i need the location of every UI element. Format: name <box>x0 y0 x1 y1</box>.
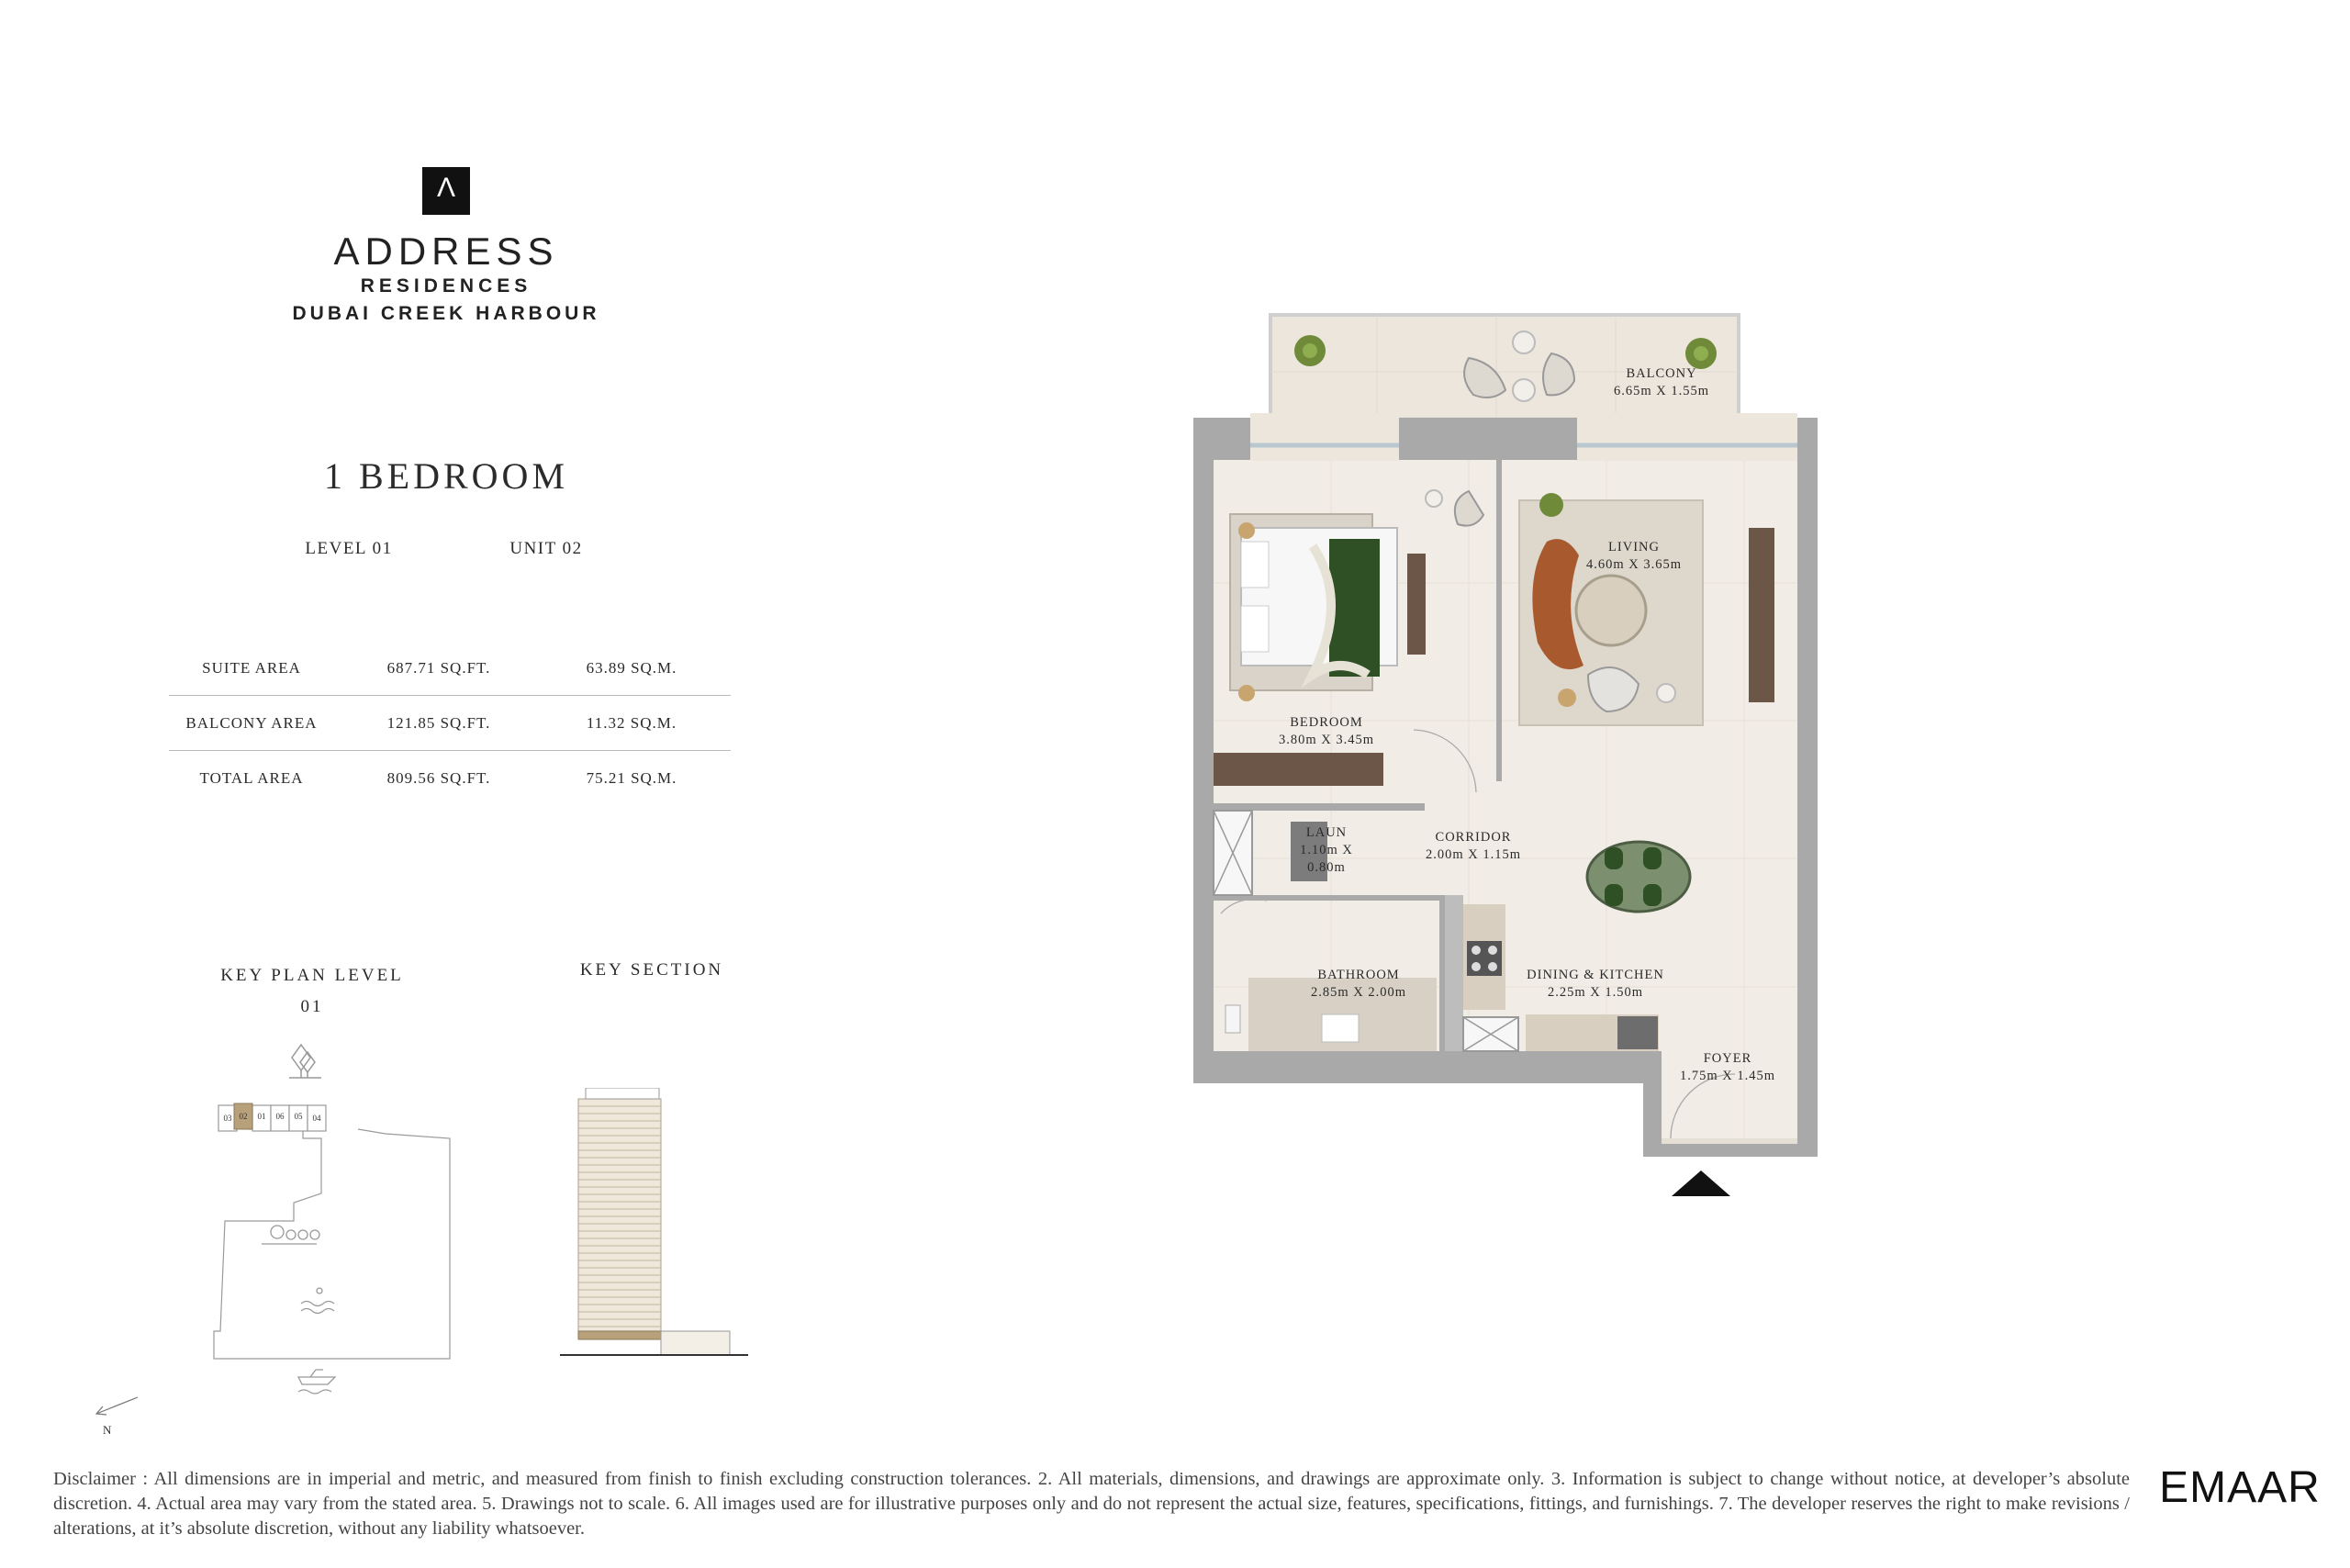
pillow <box>1241 542 1269 588</box>
highlighted-level-01 <box>578 1331 661 1339</box>
area-label: BALCONY AREA <box>185 714 318 732</box>
tower-floors <box>578 1099 661 1331</box>
toilet <box>1322 1014 1359 1042</box>
area-sqm: 75.21 SQ.M. <box>586 769 677 787</box>
north-arrow-icon <box>96 1397 138 1415</box>
plant-icon-center <box>1303 343 1317 358</box>
pillow <box>1241 606 1269 652</box>
podium <box>661 1331 730 1355</box>
wall-column <box>1476 418 1577 460</box>
lamp-icon <box>1558 689 1576 707</box>
bathroom-dims: 2.85m X 2.00m <box>1310 985 1407 1000</box>
unit-06: 06 <box>275 1112 285 1121</box>
bedroom-dims: 3.80m X 3.45m <box>1278 733 1375 747</box>
area-table <box>169 641 731 805</box>
window-living <box>1577 413 1797 461</box>
emaar-logo: EMAAR <box>2159 1463 2321 1512</box>
kitchen-label: DINING & KITCHEN <box>1527 968 1664 982</box>
plant-icon <box>1539 493 1563 517</box>
living-tv-unit <box>1749 528 1774 702</box>
key-plan-outline <box>214 1105 450 1359</box>
foyer-label: FOYER <box>1703 1051 1752 1066</box>
balcony-label: BALCONY <box>1626 366 1697 381</box>
living-label: LIVING <box>1608 540 1660 554</box>
brand-name: ADDRESS <box>333 230 559 273</box>
wardrobe <box>1214 753 1383 786</box>
side-table <box>1657 684 1675 702</box>
area-row-suite <box>169 641 731 696</box>
area-sqm: 11.32 SQ.M. <box>586 714 677 732</box>
dining-chair <box>1643 847 1662 869</box>
address-logo-mark <box>422 167 470 215</box>
wall-bathroom-side <box>1439 895 1445 1051</box>
bathroom-fixture <box>1225 1005 1240 1033</box>
wall-laundry-top <box>1214 803 1425 811</box>
laundry-dims-2: 0.80m <box>1307 860 1346 875</box>
area-sqft: 121.85 SQ.FT. <box>386 714 491 732</box>
unit-01: 01 <box>257 1112 266 1121</box>
key-plan-diagram <box>83 1028 468 1441</box>
tree-icon <box>289 1045 321 1078</box>
burner <box>1488 946 1497 955</box>
dining-table <box>1587 842 1690 912</box>
bathroom-label: BATHROOM <box>1317 968 1400 982</box>
unit-type-title: 1 BEDROOM <box>323 455 569 497</box>
key-section-title: KEY SECTION <box>579 960 724 980</box>
key-section-diagram <box>551 1088 762 1363</box>
plant-icon-center <box>1694 346 1708 361</box>
unit-05: 05 <box>294 1112 303 1121</box>
bedroom-tv-unit <box>1407 554 1426 655</box>
foyer-dims: 1.75m X 1.45m <box>1679 1069 1776 1083</box>
laundry-dims-1: 1.10m X <box>1300 843 1353 857</box>
brand-location: DUBAI CREEK HARBOUR <box>292 303 600 324</box>
tower-roof <box>586 1088 659 1099</box>
key-plan-heading: KEY PLAN LEVEL <box>220 966 404 985</box>
corridor-label: CORRIDOR <box>1435 830 1512 845</box>
side-table <box>1426 490 1442 507</box>
unit-number-label: UNIT 02 <box>509 539 583 558</box>
wall-bedroom-living <box>1496 460 1502 781</box>
unit-03: 03 <box>223 1114 232 1123</box>
burner <box>1472 962 1481 971</box>
unit-04: 04 <box>312 1114 321 1123</box>
unit-02: 02 <box>239 1112 248 1121</box>
area-sqft: 687.71 SQ.FT. <box>386 659 491 677</box>
balcony-dims: 6.65m X 1.55m <box>1613 384 1710 398</box>
burner <box>1472 946 1481 955</box>
kitchen-dims: 2.25m X 1.50m <box>1547 985 1644 1000</box>
living-dims: 4.60m X 3.65m <box>1585 557 1683 572</box>
entrance-arrow-icon <box>1672 1170 1730 1196</box>
disclaimer-text: Disclaimer : All dimensions are in imperial and metric, and measured from finish to finish excluding construction tolerances. 2. All materials, dimensions, and drawings are approximate only. 3. Information is subject to change without notice, at developer’s absolute discretion. 4. Actual area may vary from the stated area. 5. Drawings not to scale. 6. All images used are for illustrative purposes only and do not represent the actual size, features, specifications, fittings, and furnishings. 7. The developer reserves the right to make revisions / alterations, at it’s absolute discretion, without any liability whatsoever. <box>53 1469 2130 1539</box>
floor-plan <box>1193 308 1854 1207</box>
coffee-table <box>1576 576 1646 645</box>
brand-subtitle: RESIDENCES <box>360 275 532 297</box>
area-row-balcony <box>169 696 731 751</box>
window-bedroom <box>1250 413 1399 461</box>
area-row-total <box>169 751 731 805</box>
corridor-dims: 2.00m X 1.15m <box>1425 847 1522 862</box>
cooktop-icon <box>1467 941 1502 976</box>
entry-threshold <box>1662 1138 1797 1144</box>
area-sqm: 63.89 SQ.M. <box>586 659 677 677</box>
dining-chair <box>1605 884 1623 906</box>
lamp-icon <box>1238 685 1255 701</box>
dining-chair <box>1643 884 1662 906</box>
bed-throw <box>1329 539 1380 677</box>
logo-glyph: Λ <box>436 173 456 203</box>
area-sqft: 809.56 SQ.FT. <box>386 769 491 787</box>
dining-chair <box>1605 847 1623 869</box>
laundry-label: LAUN <box>1305 825 1348 840</box>
north-label: N <box>103 1423 112 1437</box>
boat-icon <box>298 1370 335 1394</box>
lamp-icon <box>1238 522 1255 539</box>
fridge <box>1617 1016 1658 1049</box>
tower-body <box>578 1099 661 1331</box>
level-label: LEVEL 01 <box>305 539 393 558</box>
key-plan-title <box>211 960 413 1023</box>
area-label: TOTAL AREA <box>199 769 304 787</box>
burner <box>1488 962 1497 971</box>
wall-kitchen-side <box>1445 895 1463 1051</box>
area-label: SUITE AREA <box>202 659 301 677</box>
bedroom-label: BEDROOM <box>1290 715 1363 730</box>
key-plan-level: 01 <box>300 997 324 1016</box>
